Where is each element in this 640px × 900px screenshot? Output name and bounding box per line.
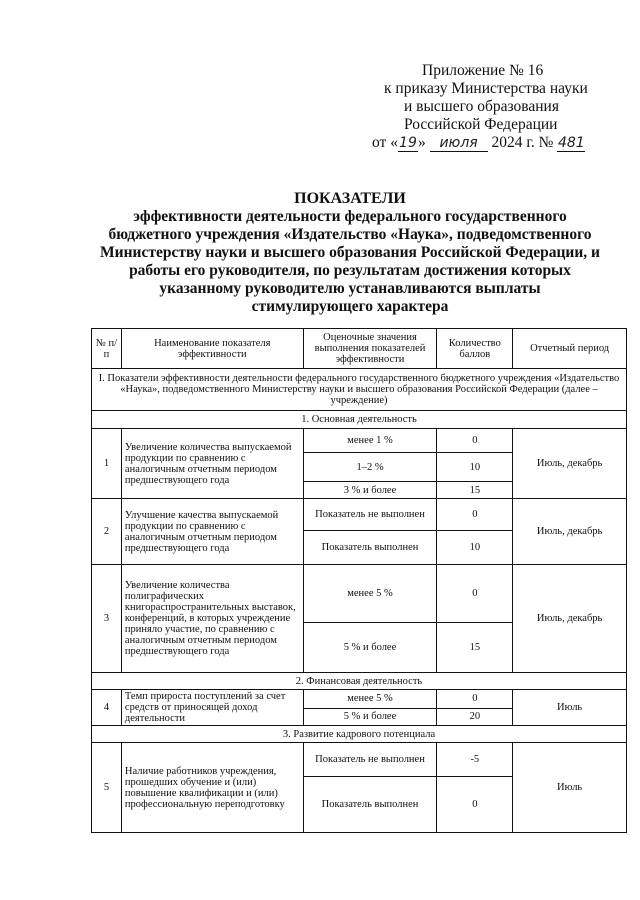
title-heading: ПОКАЗАТЕЛИ [294, 190, 406, 207]
date-month: июля [430, 136, 488, 152]
row-name: Увеличение количества выпускаемой продукции по сравнению с аналогичным отчетным периодом предшествующего года [121, 429, 303, 499]
appendix-date-line [372, 134, 622, 152]
header-period: Отчетный период [513, 329, 627, 369]
appendix-country-line: Российской Федерации [404, 116, 558, 133]
appendix-order-line: к приказу Министерства науки [384, 80, 588, 97]
appendix-block [372, 62, 622, 152]
title-body: эффективности деятельности федерального государственного бюджетного учреждения «Издательство «Наука», подведомственного Министерству науки и высшего образования Российской Федерации, и работы его руководителя, по результатам достижения которых указанному руководителю устанавливаются выплаты стимулирующего характера [100, 208, 600, 315]
date-day: 19 [399, 135, 417, 151]
row-value: менее 5 % [303, 690, 437, 709]
section-intro: I. Показатели эффективности деятельности федерального государственного бюджетного учреждения «Издательство «Наука», подведомственного Министерству науки и высшего образования Российской Федерации (далее – учреждение) [92, 369, 627, 411]
row-points: -5 [437, 743, 513, 777]
row-name: Темп прироста поступлений за счет средств от приносящей доход деятельности [121, 690, 303, 726]
row-period: Июль [513, 690, 627, 726]
appendix-title: Приложение № 16 [422, 62, 544, 79]
section-heading: 1. Основная деятельность [92, 411, 627, 429]
table-row [92, 499, 627, 531]
row-value: 5 % и более [303, 623, 437, 673]
row-name: Наличие работников учреждения, прошедших обучение и (или) повышение квалификации и (или) профессиональную переподготовку [121, 743, 303, 833]
row-points: 0 [437, 777, 513, 833]
order-number: 481 [557, 135, 585, 151]
date-prefix: от « [372, 134, 398, 151]
row-value: Показатель выполнен [303, 531, 437, 565]
date-close-quote: » [417, 134, 426, 151]
row-points: 15 [437, 482, 513, 499]
table-header-row [92, 329, 627, 369]
header-points: Количество баллов [437, 329, 513, 369]
section-heading: 3. Развитие кадрового потенциала [92, 726, 627, 743]
date-year: 2024 г. № [491, 134, 554, 151]
section-row [92, 673, 627, 690]
row-points: 0 [437, 499, 513, 531]
appendix-ministry-line: и высшего образования [404, 98, 559, 115]
header-num: № п/п [92, 329, 122, 369]
section-heading: 2. Финансовая деятельность [92, 673, 627, 690]
row-period: Июль, декабрь [513, 499, 627, 565]
row-value: Показатель не выполнен [303, 743, 437, 777]
row-value: 5 % и более [303, 708, 437, 726]
row-num: 2 [92, 499, 122, 565]
section-row [92, 411, 627, 429]
row-period: Июль, декабрь [513, 565, 627, 673]
row-num: 1 [92, 429, 122, 499]
row-name: Увеличение количества полиграфических книгораспространительных выставок, конференций, в которых учреждение приняло участие, по сравнению с аналогичным отчетным периодом предшествующего года [121, 565, 303, 673]
row-period: Июль, декабрь [513, 429, 627, 499]
row-value: менее 1 % [303, 429, 437, 453]
header-values: Оценочные значения выполнения показателей эффективности [303, 329, 437, 369]
section-row [92, 726, 627, 743]
row-points: 10 [437, 531, 513, 565]
row-value: Показатель не выполнен [303, 499, 437, 531]
row-period: Июль [513, 743, 627, 833]
row-points: 0 [437, 690, 513, 709]
table-row [92, 429, 627, 453]
row-value: Показатель выполнен [303, 777, 437, 833]
row-value: менее 5 % [303, 565, 437, 623]
row-points: 0 [437, 429, 513, 453]
row-num: 4 [92, 690, 122, 726]
table-row [92, 690, 627, 709]
row-num: 3 [92, 565, 122, 673]
document-title [100, 190, 600, 316]
table-row [92, 565, 627, 623]
row-value: 1–2 % [303, 453, 437, 482]
section-intro-row [92, 369, 627, 411]
indicators-table [91, 328, 627, 833]
row-points: 10 [437, 453, 513, 482]
header-name: Наименование показателя эффективности [121, 329, 303, 369]
row-points: 15 [437, 623, 513, 673]
row-num: 5 [92, 743, 122, 833]
row-points: 20 [437, 708, 513, 726]
row-value: 3 % и более [303, 482, 437, 499]
row-points: 0 [437, 565, 513, 623]
table-row [92, 743, 627, 777]
row-name: Улучшение качества выпускаемой продукции по сравнению с аналогичным отчетным периодом предшествующего года [121, 499, 303, 565]
